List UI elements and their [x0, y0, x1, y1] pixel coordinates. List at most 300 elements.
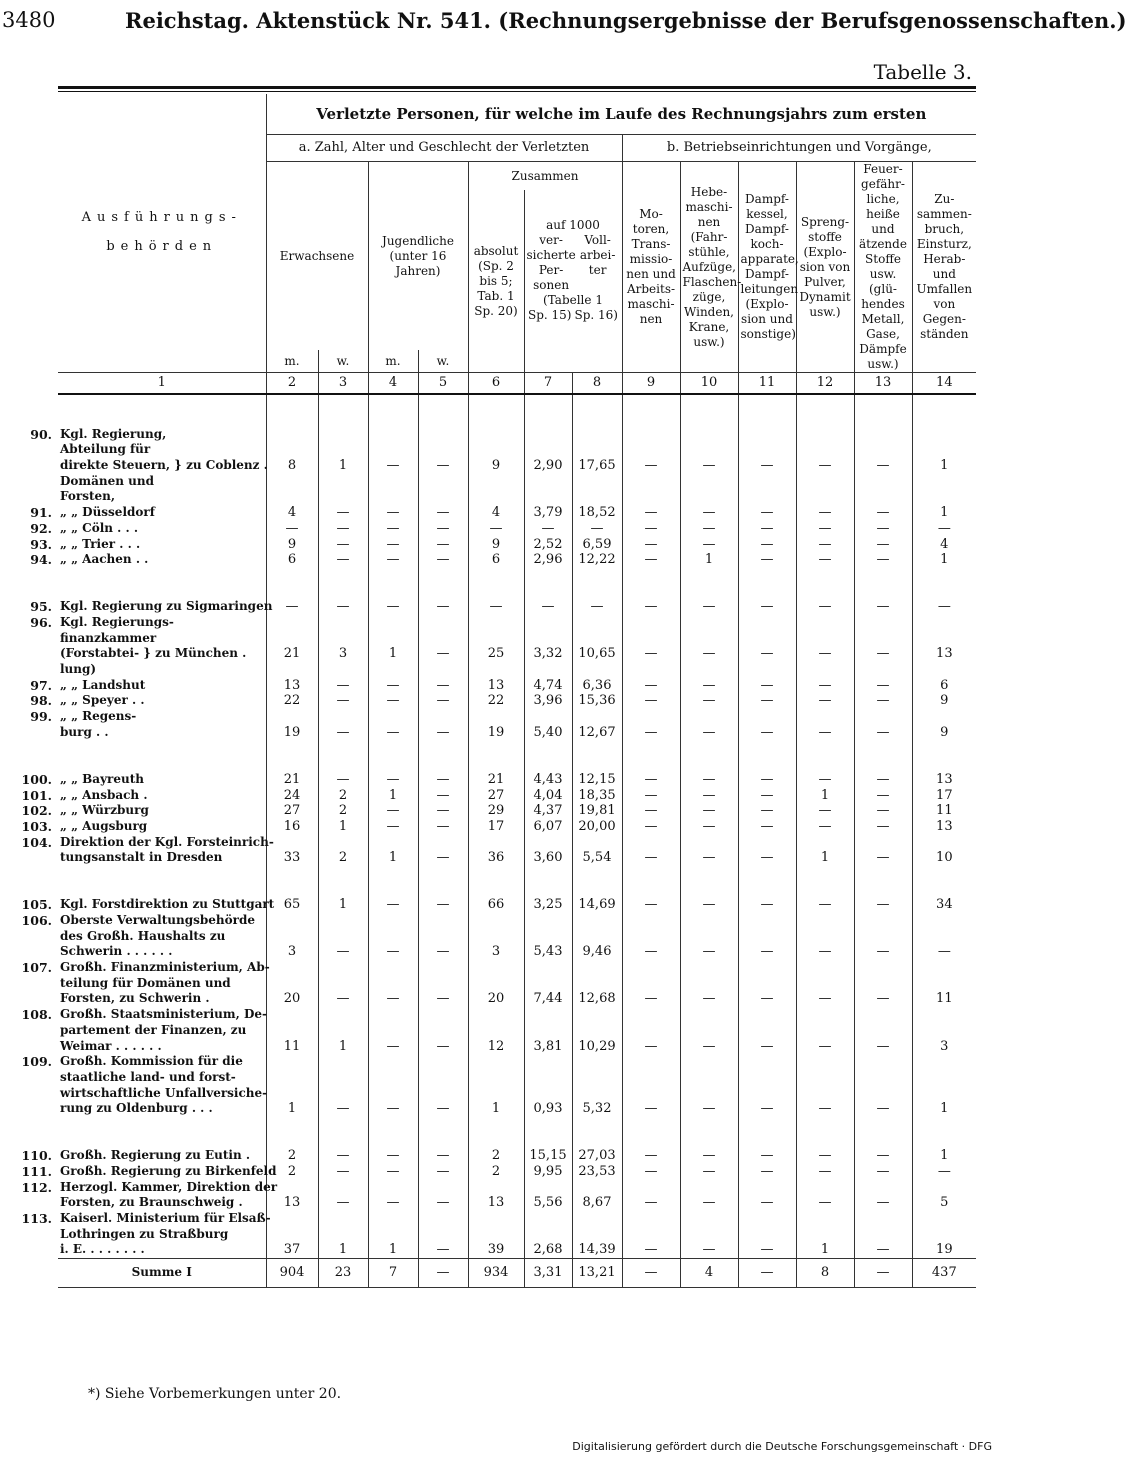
value-cell-col-6: [468, 975, 524, 991]
value-cell-col-8: [572, 615, 622, 631]
value-cell-col-13: [854, 1070, 912, 1086]
value-cell-col-11: [738, 1085, 796, 1101]
value-cell-col-14: 1: [912, 1101, 976, 1117]
value-cell-col-10: —: [680, 505, 738, 521]
value-cell-col-8: 17,65: [572, 458, 622, 474]
value-cell-col-10: [680, 489, 738, 505]
value-cell-col-6: [468, 426, 524, 442]
value-cell-col-6: 36: [468, 850, 524, 866]
authority-cell: [58, 630, 266, 646]
authority-label: Forsten,: [60, 489, 116, 504]
authority-label: lung): [60, 662, 97, 677]
value-cell-col-12: —: [796, 1148, 854, 1164]
value-cell-col-8: [572, 913, 622, 929]
value-cell-col-11: [738, 473, 796, 489]
value-cell-col-2: 13: [266, 677, 318, 693]
column-number-3: 3: [318, 373, 368, 395]
value-cell-col-3: [318, 709, 368, 725]
sum-cell-col-14: 437: [912, 1258, 976, 1287]
value-cell-col-6: 6: [468, 552, 524, 568]
auf1000-header: [524, 190, 622, 350]
footnote: *) Siehe Vorbemerkungen unter 20.: [88, 1386, 342, 1402]
authority-cell: [21, 1007, 267, 1023]
table-row: [58, 1007, 976, 1023]
authority-label: Kgl. Regierungs-: [60, 614, 174, 629]
value-cell-col-12: —: [796, 521, 854, 537]
value-cell-col-7: [524, 1054, 572, 1070]
value-cell-col-8: 18,35: [572, 787, 622, 803]
jugendliche-header: Jugendliche (unter 16 Jahren): [368, 162, 468, 351]
versichert-header: ver- sicherte Per- sonen: [526, 232, 576, 292]
value-cell-col-3: —: [318, 1164, 368, 1180]
authority-label: burg . .: [60, 724, 109, 739]
group-a-header: a. Zahl, Alter und Geschlecht der Verletzten: [266, 135, 622, 162]
value-cell-col-9: [622, 1023, 680, 1039]
spacer-row: [58, 756, 976, 772]
value-cell-col-3: 1: [318, 458, 368, 474]
value-cell-col-6: 22: [468, 693, 524, 709]
value-cell-col-2: 6: [266, 552, 318, 568]
value-cell-col-10: —: [680, 944, 738, 960]
jug-m-header: m.: [368, 350, 418, 373]
value-cell-col-6: [468, 928, 524, 944]
value-cell-col-12: —: [796, 458, 854, 474]
value-cell-col-8: 9,46: [572, 944, 622, 960]
authority-cell: [58, 944, 266, 960]
row-number: 93.: [30, 536, 52, 552]
value-cell-col-13: —: [854, 677, 912, 693]
row-number: 91.: [30, 505, 52, 521]
value-cell-col-11: —: [738, 787, 796, 803]
col12-header: Spreng- stoffe (Explo- sion von Pulver, Dynamit usw.): [796, 162, 854, 373]
row-number: 104.: [21, 834, 52, 850]
table-row: [58, 819, 976, 835]
table-row: [58, 709, 976, 725]
value-cell-col-12: —: [796, 772, 854, 788]
value-cell-col-9: [622, 442, 680, 458]
value-cell-col-5: —: [418, 944, 468, 960]
value-cell-col-12: [796, 1023, 854, 1039]
authority-cell: [58, 1070, 266, 1086]
value-cell-col-9: —: [622, 599, 680, 615]
authority-cell: [58, 489, 266, 505]
value-cell-col-9: —: [622, 787, 680, 803]
value-cell-col-7: 2,96: [524, 552, 572, 568]
value-cell-col-9: [622, 1007, 680, 1023]
authority-label: Kgl. Regierung zu Sigmaringen: [60, 599, 273, 614]
value-cell-col-8: 6,59: [572, 536, 622, 552]
value-cell-col-12: —: [796, 944, 854, 960]
table-row: [58, 615, 976, 631]
authority-cell: [58, 991, 266, 1007]
value-cell-col-10: —: [680, 1195, 738, 1211]
value-cell-col-14: 13: [912, 819, 976, 835]
row-number: 112.: [21, 1179, 52, 1195]
value-cell-col-7: [524, 1179, 572, 1195]
value-cell-col-7: [524, 709, 572, 725]
value-cell-col-3: [318, 1226, 368, 1242]
value-cell-col-3: —: [318, 724, 368, 740]
sum-cell-col-10: 4: [680, 1258, 738, 1287]
value-cell-col-12: —: [796, 1101, 854, 1117]
value-cell-col-8: [572, 630, 622, 646]
value-cell-col-2: [266, 615, 318, 631]
value-cell-col-10: [680, 1211, 738, 1227]
spacer-row: [58, 740, 976, 756]
value-cell-col-5: [418, 1211, 468, 1227]
value-cell-col-7: 2,68: [524, 1242, 572, 1258]
value-cell-col-12: [796, 1226, 854, 1242]
value-cell-col-13: [854, 1179, 912, 1195]
value-cell-col-8: [572, 1054, 622, 1070]
value-cell-col-8: 12,15: [572, 772, 622, 788]
value-cell-col-4: —: [368, 897, 418, 913]
value-cell-col-9: [622, 1179, 680, 1195]
value-cell-col-14: [912, 426, 976, 442]
value-cell-col-2: [266, 1211, 318, 1227]
column-number-4: 4: [368, 373, 418, 395]
value-cell-col-14: 9: [912, 724, 976, 740]
erw-m-header: m.: [266, 350, 318, 373]
value-cell-col-13: [854, 630, 912, 646]
value-cell-col-4: [368, 834, 418, 850]
value-cell-col-13: [854, 1085, 912, 1101]
value-cell-col-10: —: [680, 787, 738, 803]
value-cell-col-5: [418, 709, 468, 725]
col1-header: Ausführungs- behörden: [81, 210, 242, 254]
sum-cell-col-2: 904: [266, 1258, 318, 1287]
value-cell-col-3: 1: [318, 819, 368, 835]
value-cell-col-4: —: [368, 693, 418, 709]
value-cell-col-7: 3,81: [524, 1038, 572, 1054]
col14-header: Zu- sammen- bruch, Einsturz, Herab- und Umfallen von Gegen- ständen: [912, 162, 976, 373]
value-cell-col-13: [854, 709, 912, 725]
value-cell-col-7: [524, 1211, 572, 1227]
row-number: 111.: [21, 1164, 52, 1180]
value-cell-col-8: [572, 960, 622, 976]
value-cell-col-7: [524, 928, 572, 944]
value-cell-col-10: [680, 1226, 738, 1242]
value-cell-col-10: [680, 442, 738, 458]
value-cell-col-10: —: [680, 693, 738, 709]
value-cell-col-11: —: [738, 724, 796, 740]
value-cell-col-2: 21: [266, 772, 318, 788]
spacer-row: [58, 1132, 976, 1148]
value-cell-col-14: [912, 1211, 976, 1227]
value-cell-col-9: —: [622, 677, 680, 693]
value-cell-col-2: 8: [266, 458, 318, 474]
value-cell-col-6: [468, 1226, 524, 1242]
value-cell-col-2: 2: [266, 1148, 318, 1164]
table-row: [58, 803, 976, 819]
value-cell-col-13: —: [854, 1038, 912, 1054]
value-cell-col-2: [266, 1226, 318, 1242]
value-cell-col-10: —: [680, 521, 738, 537]
authority-cell: [58, 928, 266, 944]
value-cell-col-14: [912, 630, 976, 646]
value-cell-col-3: —: [318, 991, 368, 1007]
sum-cell-col-6: 934: [468, 1258, 524, 1287]
column-number-9: 9: [622, 373, 680, 395]
authority-cell: [58, 473, 266, 489]
value-cell-col-5: [418, 1007, 468, 1023]
value-cell-col-2: [266, 1023, 318, 1039]
value-cell-col-5: —: [418, 1164, 468, 1180]
value-cell-col-3: —: [318, 772, 368, 788]
spacer-row: [58, 583, 976, 599]
table-label: Tabelle 3.: [873, 60, 972, 84]
authority-cell: [58, 1023, 266, 1039]
value-cell-col-4: —: [368, 505, 418, 521]
value-cell-col-11: [738, 928, 796, 944]
value-cell-col-10: —: [680, 458, 738, 474]
value-cell-col-7: [524, 1226, 572, 1242]
value-cell-col-11: [738, 709, 796, 725]
value-cell-col-8: 12,68: [572, 991, 622, 1007]
value-cell-col-5: [418, 975, 468, 991]
value-cell-col-7: [524, 615, 572, 631]
value-cell-col-4: —: [368, 521, 418, 537]
value-cell-col-11: [738, 662, 796, 678]
table-body: [21, 394, 976, 1287]
value-cell-col-2: —: [266, 521, 318, 537]
table-row: [58, 1242, 976, 1258]
table-row: [58, 505, 976, 521]
value-cell-col-5: [418, 1085, 468, 1101]
value-cell-col-4: [368, 615, 418, 631]
value-cell-col-11: —: [738, 646, 796, 662]
row-number: 90.: [30, 426, 52, 442]
table-row: [58, 442, 976, 458]
authority-label: des Großh. Haushalts zu: [60, 928, 226, 943]
sp16-label: Sp. 16): [574, 307, 618, 322]
value-cell-col-14: [912, 834, 976, 850]
value-cell-col-8: 6,36: [572, 677, 622, 693]
value-cell-col-12: [796, 709, 854, 725]
table-row: [58, 944, 976, 960]
value-cell-col-8: [572, 1070, 622, 1086]
authority-cell: [21, 1179, 278, 1195]
value-cell-col-3: —: [318, 1195, 368, 1211]
value-cell-col-4: [368, 1023, 418, 1039]
value-cell-col-3: 1: [318, 897, 368, 913]
col10-header: Hebe- maschi- nen (Fahr- stühle, Aufzüge, Flaschen- züge, Winden, Krane, usw.): [680, 162, 738, 373]
value-cell-col-5: —: [418, 677, 468, 693]
spacer-row: [58, 568, 976, 584]
value-cell-col-3: [318, 442, 368, 458]
value-cell-col-7: [524, 913, 572, 929]
dfg-credit: Digitalisierung gefördert durch die Deutsche Forschungsgemeinschaft · DFG: [572, 1440, 992, 1453]
column-number-13: 13: [854, 373, 912, 395]
value-cell-col-10: [680, 1070, 738, 1086]
value-cell-col-12: [796, 615, 854, 631]
value-cell-col-10: —: [680, 991, 738, 1007]
value-cell-col-11: [738, 834, 796, 850]
column-number-12: 12: [796, 373, 854, 395]
authority-cell: [58, 442, 266, 458]
value-cell-col-5: [418, 1023, 468, 1039]
value-cell-col-13: [854, 975, 912, 991]
table-row: [58, 1101, 976, 1117]
value-cell-col-12: —: [796, 819, 854, 835]
value-cell-col-11: [738, 489, 796, 505]
authority-cell: [21, 787, 266, 803]
value-cell-col-10: [680, 1179, 738, 1195]
value-cell-col-6: [468, 630, 524, 646]
value-cell-col-3: [318, 834, 368, 850]
value-cell-col-5: [418, 442, 468, 458]
value-cell-col-2: [266, 928, 318, 944]
value-cell-col-10: —: [680, 1038, 738, 1054]
value-cell-col-14: [912, 913, 976, 929]
value-cell-col-2: 37: [266, 1242, 318, 1258]
value-cell-col-4: [368, 975, 418, 991]
value-cell-col-9: [622, 709, 680, 725]
table-row: [58, 458, 976, 474]
value-cell-col-14: 3: [912, 1038, 976, 1054]
value-cell-col-5: [418, 913, 468, 929]
value-cell-col-7: [524, 1007, 572, 1023]
value-cell-col-8: 10,65: [572, 646, 622, 662]
page-number: 3480: [2, 8, 56, 32]
authority-label: „ „ Ansbach .: [60, 787, 148, 802]
value-cell-col-5: —: [418, 1195, 468, 1211]
value-cell-col-3: [318, 928, 368, 944]
value-cell-col-4: [368, 1070, 418, 1086]
authority-cell: [21, 1054, 266, 1070]
sum-cell-col-4: 7: [368, 1258, 418, 1287]
spacer-row: [58, 866, 976, 882]
table-row: [58, 960, 976, 976]
value-cell-col-9: —: [622, 819, 680, 835]
authority-label: direkte Steuern, } zu Coblenz .: [60, 458, 268, 473]
value-cell-col-14: 9: [912, 693, 976, 709]
value-cell-col-9: —: [622, 991, 680, 1007]
value-cell-col-7: 4,74: [524, 677, 572, 693]
authority-label: partement der Finanzen, zu: [60, 1022, 247, 1037]
value-cell-col-9: [622, 630, 680, 646]
row-number: 101.: [21, 787, 52, 803]
value-cell-col-3: [318, 1023, 368, 1039]
value-cell-col-13: —: [854, 944, 912, 960]
value-cell-col-8: 10,29: [572, 1038, 622, 1054]
row-number: 108.: [21, 1007, 52, 1023]
value-cell-col-14: 13: [912, 772, 976, 788]
authority-cell: [21, 803, 266, 819]
value-cell-col-9: [622, 1054, 680, 1070]
table-row: [58, 897, 976, 913]
value-cell-col-10: —: [680, 850, 738, 866]
authority-cell: [58, 975, 266, 991]
value-cell-col-10: [680, 662, 738, 678]
value-cell-col-4: —: [368, 803, 418, 819]
value-cell-col-5: —: [418, 505, 468, 521]
value-cell-col-4: —: [368, 552, 418, 568]
value-cell-col-2: [266, 1054, 318, 1070]
value-cell-col-4: [368, 1085, 418, 1101]
table-row: [58, 473, 976, 489]
jug-w-header: w.: [418, 350, 468, 373]
value-cell-col-12: —: [796, 646, 854, 662]
value-cell-col-4: [368, 442, 418, 458]
value-cell-col-13: —: [854, 772, 912, 788]
value-cell-col-5: —: [418, 1242, 468, 1258]
authority-label: Großh. Kommission für die: [60, 1054, 243, 1069]
authority-label: Großh. Regierung zu Birkenfeld: [60, 1164, 277, 1179]
table-row: [58, 1195, 976, 1211]
value-cell-col-6: [468, 489, 524, 505]
table-row: [58, 1023, 976, 1039]
value-cell-col-2: 19: [266, 724, 318, 740]
value-cell-col-14: [912, 709, 976, 725]
value-cell-col-2: [266, 630, 318, 646]
value-cell-col-8: [572, 1226, 622, 1242]
authority-label: Oberste Verwaltungsbehörde: [60, 913, 255, 928]
value-cell-col-6: [468, 834, 524, 850]
authority-label: „ „ Würzburg: [60, 803, 149, 818]
value-cell-col-9: —: [622, 1164, 680, 1180]
value-cell-col-4: [368, 928, 418, 944]
value-cell-col-14: 6: [912, 677, 976, 693]
authority-cell: [30, 693, 266, 709]
value-cell-col-11: [738, 960, 796, 976]
value-cell-col-8: [572, 928, 622, 944]
value-cell-col-8: 18,52: [572, 505, 622, 521]
value-cell-col-10: [680, 960, 738, 976]
value-cell-col-13: [854, 1226, 912, 1242]
value-cell-col-2: [266, 975, 318, 991]
value-cell-col-12: [796, 1070, 854, 1086]
value-cell-col-11: [738, 975, 796, 991]
sum-cell-col-5: —: [418, 1258, 468, 1287]
value-cell-col-5: —: [418, 772, 468, 788]
row-number: 96.: [30, 614, 52, 630]
value-cell-col-8: 12,22: [572, 552, 622, 568]
value-cell-col-4: —: [368, 1101, 418, 1117]
value-cell-col-10: [680, 473, 738, 489]
value-cell-col-13: —: [854, 1101, 912, 1117]
value-cell-col-8: 20,00: [572, 819, 622, 835]
value-cell-col-10: 1: [680, 552, 738, 568]
value-cell-col-6: 13: [468, 1195, 524, 1211]
col11-header: Dampf- kessel, Dampf- koch- apparate, Dampf- leitungen (Explo- sion und sonstige): [738, 162, 796, 373]
authority-label: i. E. . . . . . . .: [60, 1242, 145, 1257]
authority-label: Forsten, zu Schwerin .: [60, 991, 210, 1006]
value-cell-col-5: —: [418, 536, 468, 552]
value-cell-col-13: —: [854, 787, 912, 803]
value-cell-col-4: [368, 426, 418, 442]
value-cell-col-9: —: [622, 897, 680, 913]
value-cell-col-14: —: [912, 944, 976, 960]
value-cell-col-12: [796, 473, 854, 489]
sum-cell-col-11: —: [738, 1258, 796, 1287]
value-cell-col-3: [318, 1070, 368, 1086]
value-cell-col-3: —: [318, 521, 368, 537]
authority-label: „ „ Aachen . .: [60, 552, 149, 567]
sum-cell-col-12: 8: [796, 1258, 854, 1287]
value-cell-col-5: [418, 426, 468, 442]
spacer-row: [58, 881, 976, 897]
authority-label: tungsanstalt in Dresden: [60, 850, 223, 865]
zusammen-header: Zusammen: [468, 162, 622, 191]
value-cell-col-9: —: [622, 1242, 680, 1258]
value-cell-col-4: —: [368, 1195, 418, 1211]
value-cell-col-11: [738, 913, 796, 929]
value-cell-col-8: [572, 662, 622, 678]
value-cell-col-14: [912, 928, 976, 944]
column-number-8: 8: [572, 373, 622, 395]
value-cell-col-11: —: [738, 772, 796, 788]
